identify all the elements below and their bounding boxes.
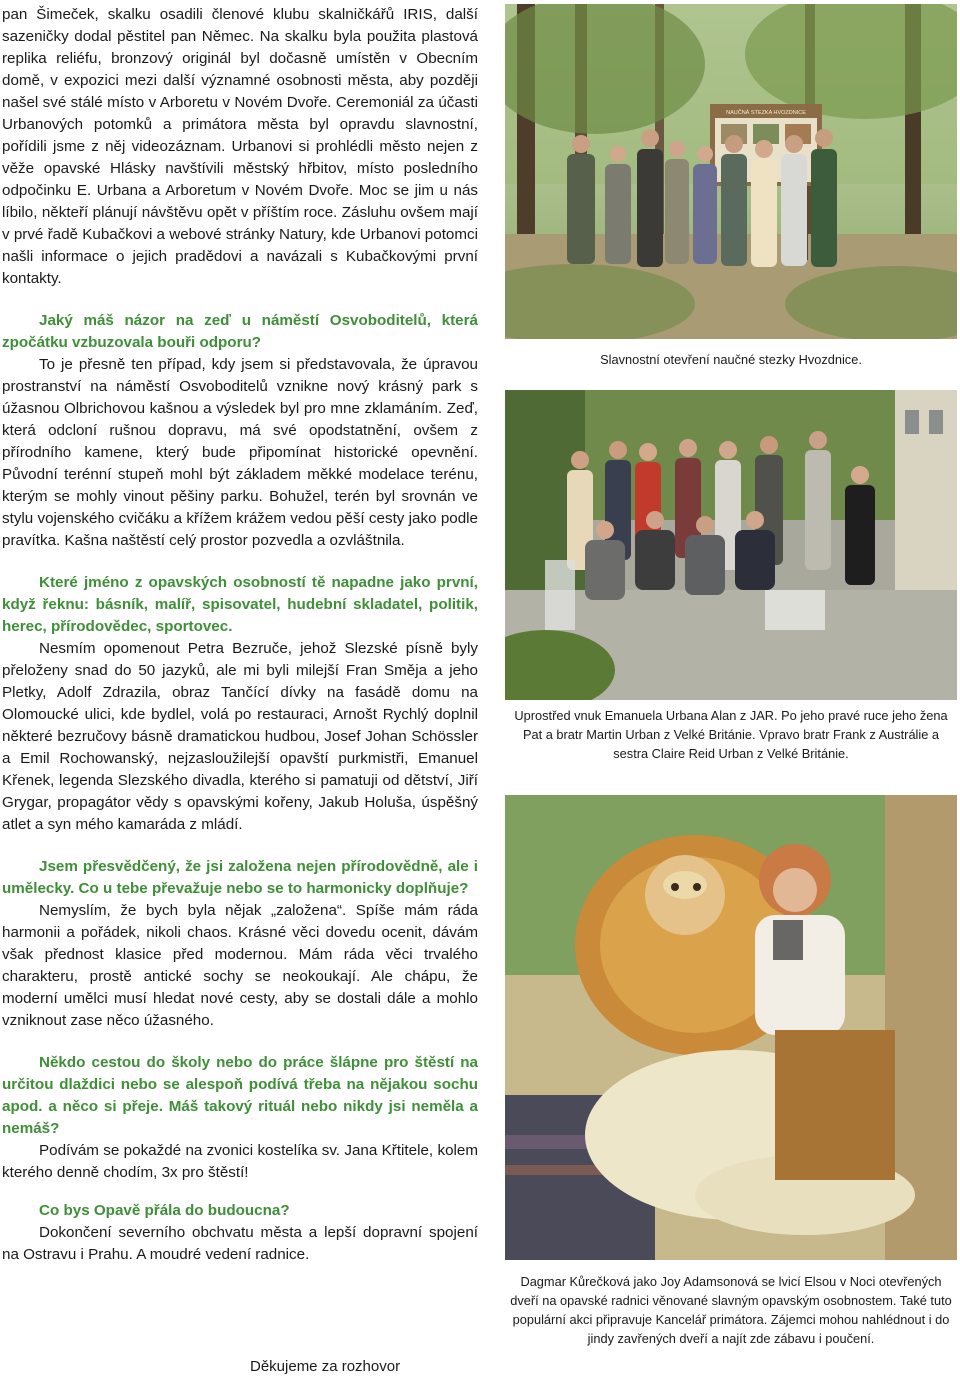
question-4: Někdo cestou do školy nebo do práce šlápne pro štěstí na určitou dlaždici nebo se alespoň podívá třeba na nějakou sochu apod. a něco si přeje. Máš takový rituál nebo nikdy jsi neměla a nemáš? [2,1054,478,1137]
answer-3: Nemyslím, že bych byla nějak „založena“. Spíše mám ráda harmonii a pořádek, nikoli chaos. Krásné věci dovedu ocenit, dávám však přednost klasice před modernou. Mám ráda věci trvalého charakteru, prostě antické sochy se neokoukají. Ale chápu, že moderní umělci musí hledat nové cesty, aby se dostali dále a mohlo vzniknout zase něco úžasného. [2,902,478,1029]
question-2: Které jméno z opavských osobností tě napadne jako první, když řeknu: básník, malíř, spisovatel, hudební skladatel, politik, herec, přírodovědec, sportovec. [2,574,478,635]
answer-4: Podívám se pokaždé na zvonici kostelíka sv. Jana Křtitele, kolem kterého denně chodím, 3x pro štěstí! [2,1142,478,1181]
photo-2-caption: Uprostřed vnuk Emanuela Urbana Alan z JAR. Po jeho pravé ruce jeho žena Pat a bratr Martin Urban z Velké Británie. Vpravo bratr Frank z Austrálie a sestra Claire Reid Urban z Velké Británie. [514,708,948,761]
question-3: Jsem přesvědčený, že jsi založena nejen přírodovědně, ale i umělecky. Co u tebe převažuje nebo se to harmonicky doplňuje? [2,858,478,897]
lion-costume-photo [505,795,957,1260]
intro-paragraph: pan Šimeček, skalku osadili členové klubu skalničkářů IRIS, další sazeničky dodal pěstitel pan Němec. Na skalku byla použita plastová replika reliéfu, bronzový originál byl dočasně umístěn v Obecním domě, v expozici mezi další významné osobnosti města, aby později našel své stálé místo v Arboretu v Novém Dvoře. Ceremoniál za účasti Urbanových potomků a primátora města byl opravdu slavnostní, pořídili jsme z něj videozáznam. Urbanovi si prohlédli město nejen z věže opavské Hlásky navštívili městský hřbitov, místo posledního odpočinku E. Urbana a Arboretum v Novém Dvoře. Moc se jim u nás líbilo, někteří plánují návštěvu opět v příštím roce. Zásluhu ovšem mají v prvé řadě Kubačkovi a webové stránky Natury, kde Urbanovi potomci našli informace o jejich pradědovi a navázali s Kubačkovými první kontakty. [2,6,478,287]
thanks-line: Děkujeme za rozhovor [250,1358,401,1375]
answer-1: To je přesně ten případ, kdy jsem si představovala, že úpravou prostranství na náměstí Osvoboditelů vznikne nový krásný park s úžasnou Olbrichovou kašnou a výsledek byl pro mne zklamáním. Zeď, která odcloní rušnou dopravu, má své opodstatnění, ovšem z přírodního kamene, který bude připomínat historické opevnění. Původní terénní stupeň mohl být základem měkké modelace terénu, kterým se mohly vinout pěšiny parku. Bohužel, terén byl srovnán ve stylu vojenského cvičáku a křížem krážem vedou pěší cesty jako podle pravítka. Kašna naštěstí celý prostor pozvedla a ozvláštnila. [2,356,478,549]
question-1: Jaký máš názor na zeď u náměstí Osvoboditelů, která zpočátku vzbuzovala bouři odporu? [2,312,478,351]
article-column [2,4,478,1266]
answer-2: Nesmím opomenout Petra Bezruče, jehož Slezské písně byly přeloženy snad do 50 jazyků, ale mi byli milejší Fran Směja a jeho Pletky, Adolf Zdrazila, obraz Tančící dívky na fasádě domu na Olomoucké ulici, kde bydlel, volá po restauraci, Arnošt Rychlý doplnil některé bezručovy básně dramatickou hudbou, Josef Johan Schössler a Emil Rochowanský, nejzasloužilejší opavští purkmistři, Emanuel Křenek, legenda Slezského divadla, kterého si pamatuji od dětství, Jiří Grygar, propagátor vědy s opavskými kořeny, Jakub Holuša, úspěšný atlet a syn mého kamaráda z mládí. [2,640,478,833]
photo-3-caption: Dagmar Kůrečková jako Joy Adamsonová se lvicí Elsou v Noci otevřených dveří na opavské radnici věnované slavným opavským osobnostem. Také tuto populární akci připravuje Kancelář primátora. Zájemci mohou nahlédnout i do jindy zavřených dveří a najít zde zábavu i poučení. [510,1274,952,1346]
urban-ceremony-photo [505,390,957,700]
question-5: Co bys Opavě přála do budoucna? [39,1202,290,1219]
answer-5: Dokončení severního obchvatu města a lepší dopravní spojení na Ostravu i Prahu. A moudré vedení radnice. [2,1224,478,1263]
photo-1-caption: Slavnostní otevření naučné stezky Hvozdnice. [600,352,862,367]
hvozdnice-group-photo [505,4,957,339]
sign-text: NAUČNÁ STEZKA HVOZDNICE [726,110,806,116]
